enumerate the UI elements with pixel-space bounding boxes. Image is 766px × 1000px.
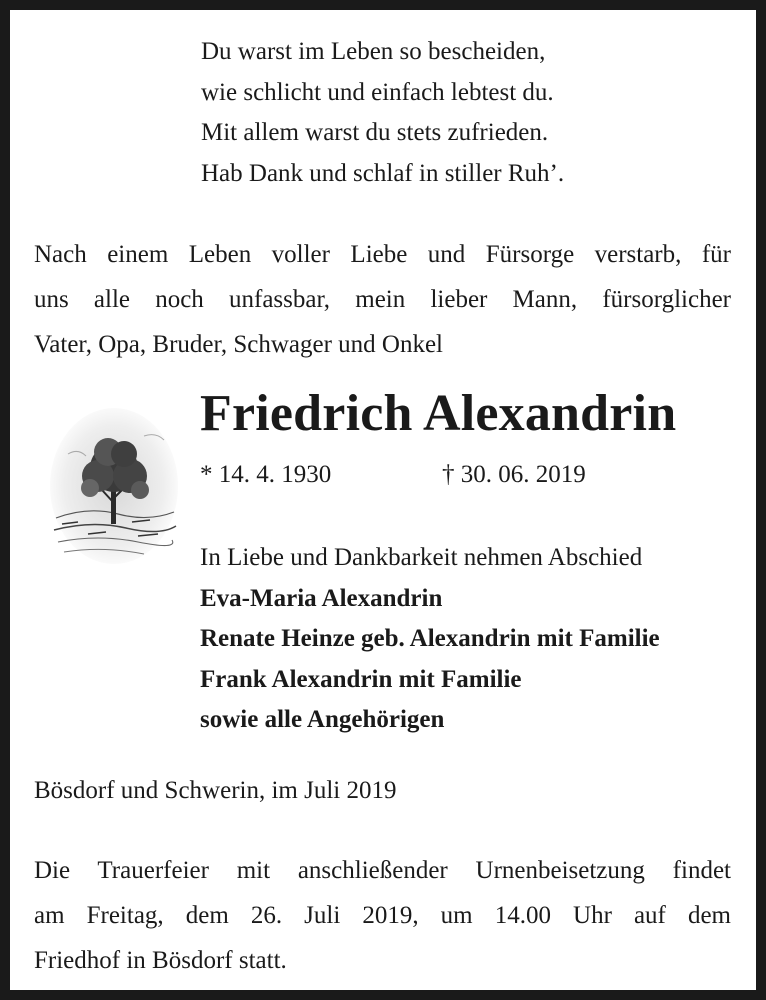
mourner-name: Frank Alexandrin mit Familie — [200, 665, 522, 693]
poem-line: Mit allem warst du stets zufrieden. — [201, 119, 549, 146]
deceased-name: Friedrich Alexandrin — [200, 385, 677, 442]
poem-line: Hab Dank und schlaf in stiller Ruh’. — [201, 159, 565, 187]
funeral-line: Die Trauerfeier mit anschließender Urnenbeisetzung findet — [34, 857, 731, 884]
tree-illustration-icon — [48, 406, 180, 566]
place-and-date: Bösdorf und Schwerin, im Juli 2019 — [34, 777, 397, 804]
obituary-notice — [10, 10, 756, 990]
funeral-line: am Freitag, dem 26. Juli 2019, um 14.00 Uhr auf dem — [34, 902, 731, 929]
intro-line: uns alle noch unfassbar, mein lieber Mann, fürsorglicher — [34, 286, 731, 313]
mourners-block — [200, 538, 660, 741]
poem-line: wie schlicht und einfach lebtest du. — [201, 78, 554, 106]
mourner-name: Renate Heinze geb. Alexandrin mit Familie — [200, 625, 660, 652]
farewell-intro: In Liebe und Dankbarkeit nehmen Abschied — [200, 544, 643, 571]
intro-paragraph — [34, 232, 731, 367]
intro-line: Nach einem Leben voller Liebe und Fürsorge verstarb, für — [34, 241, 731, 268]
death-date: † 30. 06. 2019 — [442, 461, 586, 488]
funeral-line: Friedhof in Bösdorf statt. — [34, 947, 287, 974]
mourner-name: sowie alle Angehörigen — [200, 706, 445, 733]
memorial-poem — [201, 32, 564, 194]
funeral-paragraph — [34, 848, 731, 983]
mourner-name: Eva-Maria Alexandrin — [200, 584, 443, 612]
poem-line: Du warst im Leben so bescheiden, — [201, 38, 546, 65]
birth-date: * 14. 4. 1930 — [200, 461, 332, 488]
intro-line: Vater, Opa, Bruder, Schwager und Onkel — [34, 331, 443, 358]
